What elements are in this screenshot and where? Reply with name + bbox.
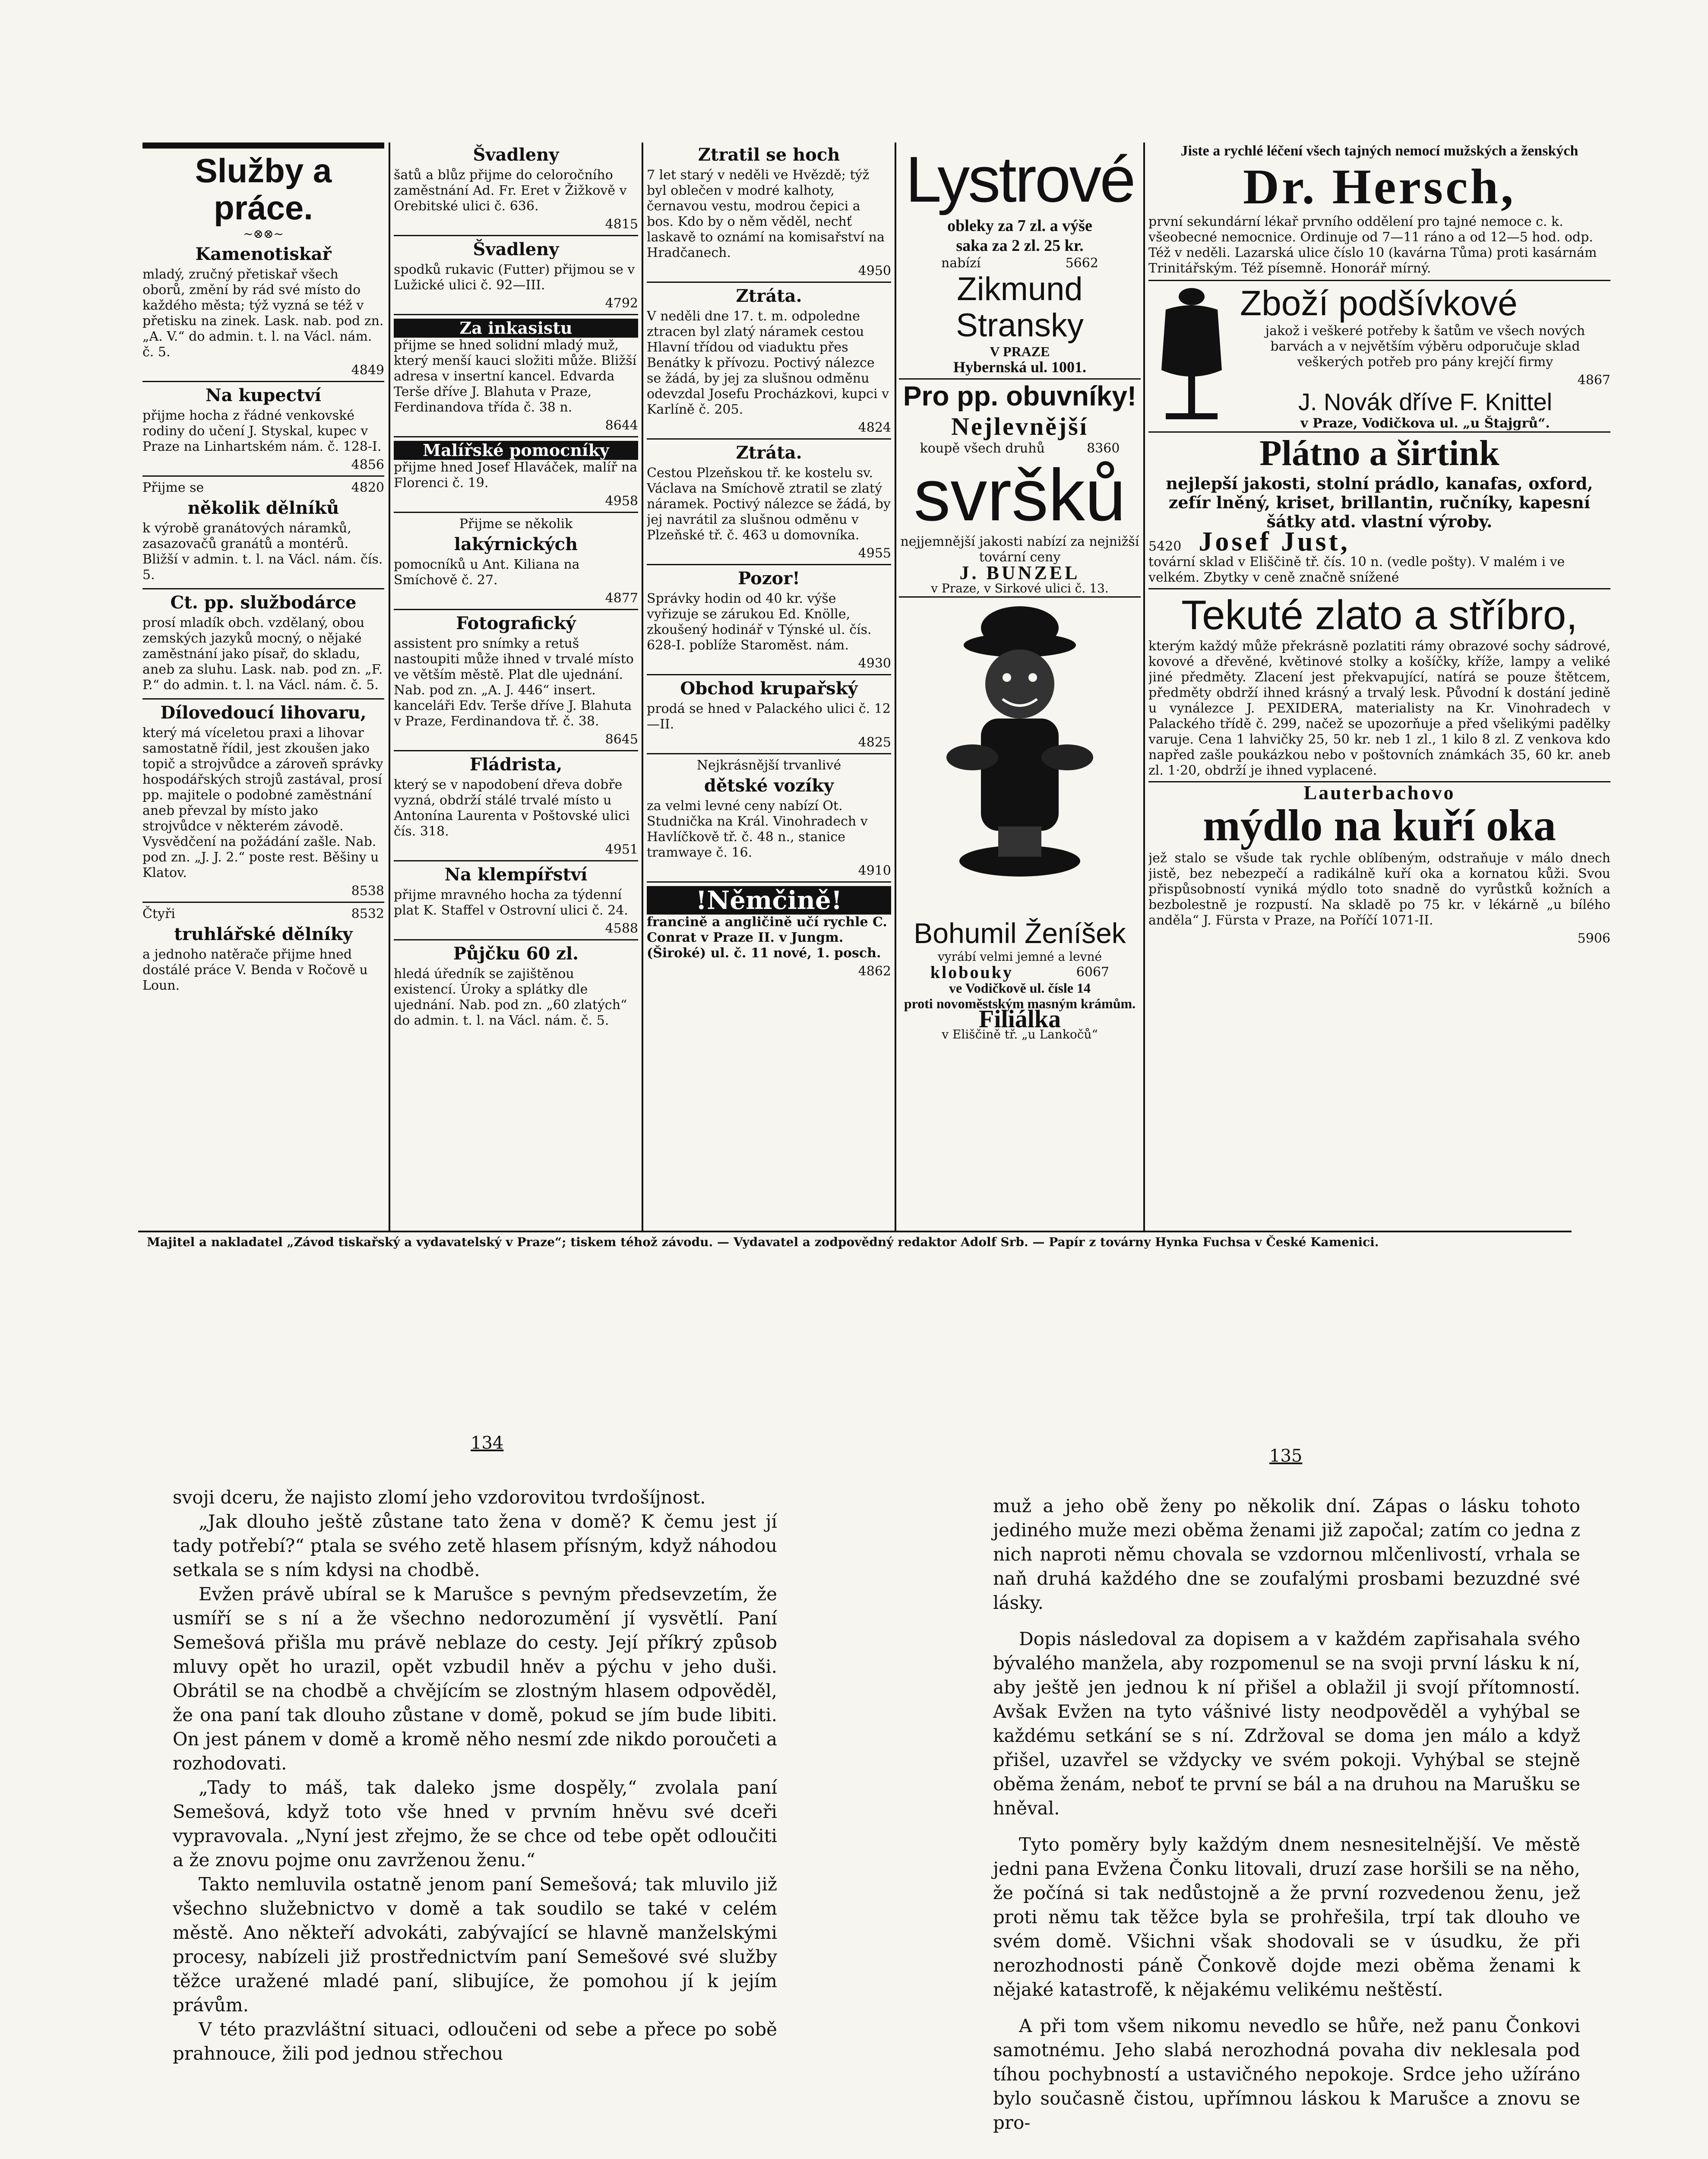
ad-sluzbodarce: Ct. pp. službodárce prosí mladík obch. vzdělaný, obou zemských jazyků mocný, o nějaké zaměstnání jako písař, do skladu, aneb za sluhu. Lask. nab. pod zn. „F. P.“ do admin. t. l. na Václ. nám. č. 5.: [142, 593, 384, 700]
ad-kupectvi: Na kupectví přijme hocha z řádné venkovské rodiny do učení J. Styskal, kupec v Praze na Linhartském nám. č. 128-I. 4856: [142, 386, 384, 477]
ornament: ~⊗⊗~: [243, 227, 284, 241]
column-2: [394, 142, 638, 1239]
ad-delniku: Přijme se 4820 několik dělníků k výrobě granátových náramků, zasazovačů granátů a montérů. Bližší v admin. t. l. na Václ. nám. čís. 5.: [142, 480, 384, 589]
head: [985, 649, 1054, 719]
ad-pozor: Pozor! Správky hodin od 40 kr. výše vyřizuje se zárukou Ed. Knölle, zkoušený hodinář v Týnské ul. čís. 628-I. poblíže Staroměst. nám. 4930: [647, 569, 891, 675]
ad-pujcka: Půjčku 60 zl. hledá úředník se zajištěnou existencí. Úroky a splátky dle ujednání. Nab. pod zn. „60 zlatých“ do admin. t. l. na Václ. nám. č. 5.: [394, 943, 627, 1028]
page-number-right: 135: [1269, 1446, 1303, 1466]
page-number-left: 134: [471, 1433, 504, 1453]
ad-kamenotiskar: Kamenotiskař mladý, zručný přetiskař všech oborů, změní by rád své místo do každého města; týž vyzná se též v přetisku na zinek. Lask. nab. pod zn. „A. V.“ do admin. t. l. na Václ. nám. č. 5. 4849: [142, 244, 384, 382]
gold-title: Tekuté zlato a stříbro,: [1181, 592, 1578, 638]
column-3: [647, 142, 891, 1239]
zenisek-name: Bohumil Ženíšek: [914, 917, 1126, 949]
column-4: Lystrové obleky za 7 zl. a výše saka za 2 zl. 25 kr. nabízí 5662 Zikmund Stransky V PRAZE Hybernská ul. 1001. Pro pp. obuvníky! Nejlevnější koupě všech druhů 8360 svršků nejjemnější jakosti nabízí za nejnižší tovární ceny J. BUNZEL v Praze, v Sirkové ulici č. 13. Bohumil Ženíšek vyrábí velmi jemné a levné klobouky 6067 ve Vodičkově ul. čísle 14 proti novoměstským masným krámům. Filiálka v Eliščině tř. „u Lankočů“: [899, 142, 1141, 1239]
ad-truhlari: Čtyři 8532 truhlářské dělníky a jednoho natěrače přijme hned dostálé práce V. Benda v Ročově u Loun.: [142, 906, 384, 993]
body: [981, 719, 1059, 831]
ad-malirske: Malířské pomocníky přijme hned Josef Hlaváček, malíř na Florenci č. 19. 4958: [394, 441, 638, 513]
ad-svadleny-2: Švadleny spodků rukavic (Futter) přijmou se v Lužické ulici č. 92—III. 4792: [394, 240, 638, 315]
form-neck: [1179, 288, 1205, 305]
ad-ztrata-2: Ztráta. Cestou Plzeňskou tř. ke kostelu sv. Václava na Smíchově ztratil se zlatý náramek. Poctivý nálezce se žádá, by jej navrátil za slušnou odměnu v Plzeňské tř. č. 463 u domovníka. 4955: [647, 443, 891, 565]
ad-nemcina: !Němčině! francině a angličině učí rychle C. Conrat v Praze II. v Jungm. (Široké) ul. č. 11 nové, 1. posch. 4862: [647, 886, 891, 979]
soap-title: mýdlo na kuří oka: [1203, 801, 1556, 850]
book-page-left: svoji dceru, že najisto zlomí jeho vzdorovitou tvrdošíjnost. „Jak dlouho ještě zůstane tato žena v domě? K čemu jest jí tady potřebí?“ ptala se svého zetě hlasem přísným, když náhodou setkala se s ním kdysi na chodbě. Evžen právě ubíral se k Marušce s pevným předsevzetím, že usmíří se s ní a že všechno nedorozumění jí vysvětlí. Paní Semešová přišla mu právě neblaze do cesty. Její příkrý způsob mluvy opět ho urazil, opět vzbudil hněv a pýchu v jeho duši. Obrátil se na chodbě a chvějícím se zlostným hlasem odpověděl, že ona paní tak dlouho zůstane v domě, pokud se jím bude libiti. On jest pánem v domě a kromě něho nesmí zde nikdo poroučeti a rozhodovati. „Tady to máš, tak daleko jsme dospěly,“ zvolala paní Semešová, když toto vše hned v prvním hněvu své dceři vypravovala. „Nyní jest zřejmo, že se chce od tebe opět odloučiti a že znovu pojme onu zavrženou ženu.“ Takto nemluvila ostatně jenom paní Semešová; tak mluvilo již všechno služebnictvo v domě a tak soudilo se také v celém městě. Ano někteří advokáti, zabývající se hlavně manželskými procesy, nabízeli již prostřednictvím paní Semešové své služby těžce uražené mladé paní, slibujíce, že pomohou jí k jejím právům. V této prazvláštní situaci, odloučeni od sebe a přece po sobě prahnouce, žili pod jednou střechou: [173, 1487, 777, 2064]
hat-boy-illustration: [942, 602, 1098, 913]
section-title: Služby a práce.: [195, 152, 332, 227]
ad-krupar: Obchod krupařský prodá se hned v Palackého ulici č. 12—II. 4825: [647, 679, 891, 754]
linen-title: Plátno a širtink: [1148, 431, 1610, 474]
book-page-right: muž a jeho obě ženy po několik dní. Zápas o lásku tohoto jediného muže mezi oběma ženami již započal; zatím co jedna z nich naproti němu chovala se vzdornou mlčenlivostí, vrhala se naň druhá každého dne se zoufalými prosbami bezuzdné své lásky. Dopis následoval za dopisem a v každém zapřisahala svého bývalého manžela, aby rozpomenul se na svoji první lásku k ní, aby ještě jen jednou k ní přišel a oblažil ji svojí přítomností. Avšak Evžen na tyto vášnivé listy neodpověděl a vyhýbal se každému setkání se s ní. Zdržoval se doma jen málo a když přišel, uzavřel se vždycky ve svém pokoji. Vyhýbal se stejně oběma ženám, neboť te první se bál a na druhou na Marušku se hněval. Tyto poměry byly každým dnem nesnesitelnější. Ve městě jedni pana Evžena Čonku litovali, druzí zase horšili se na něho, že počíná si tak nedůstojně a že první rozvedenou ženu, jež proti němu tak těžce byla se prohřešila, trpí tak dlouho ve svém domě. Všichni však shodovali se v úsudku, že při nerozhodnosti páně Čonkově dojde mezi oběma ženami k nějaké katastrofě, k nějakému velikému neštěstí. A při tom všem nikomu nevedlo se hůře, než panu Čonkovi samotnému. Jeho slabá nerozhodná povaha div neklesala pod tíhou pochybností a ustavičného nepokoje. Srdce jeho užíráno bylo současně čistou, upřímnou láskou k Marušce a znovu se pro-: [993, 1495, 1580, 2133]
dress-form-illustration: [1148, 284, 1235, 426]
ad-fotograficky: Fotografický assistent pro snímky a retuš nastoupiti může ihned v trvalé místo ve větším městě. Plat dle ujednání. Nab. pod zn. „A. J. 446“ insert. kanceláři Edv. Terše dříve J. Blahuta v Praze, Ferdinandova tř. č. 38. 8645: [394, 614, 638, 751]
ad-voziky: Nejkrásnější trvanlivé dětské vozíky za velmi levné ceny nabízí Ot. Studnička na Král. Vinohradech v Havlíčkově tř. č. 48 n., stanice tramwaye č. 16. 4910: [647, 758, 891, 883]
form-stand: [1188, 374, 1195, 413]
stransky-firm: Zikmund Stransky: [956, 271, 1084, 344]
ad-lihovar: Dílovedoucí lihovaru, který má víceletou praxi a lihovar samostatně řídil, jest zkoušen jako topič a strojvůdce a zároveň správky hospodářských strojů zastával, prosí pp. majitele o podobné zaměstnání aneb převzal by místo jako strojvůdce v některém závodě. Vysvědčení na požádání zašle. Nab. pod zn. „J. J. 2.“ poste rest. Běšiny u Klatov. 8538: [142, 703, 384, 903]
eye-right: [1028, 673, 1037, 682]
imprint-footer: Majitel a nakladatel „Závod tiskařský a vydavatelský v Praze“; tiskem téhož závodu. — Vydavatel a zodpovědný redaktor Adolf Srb. — Papír z továrny Hynka Fuchsa v České Kamenici.: [147, 1235, 1379, 1249]
column-rule: [1143, 142, 1145, 1231]
form-base: [1166, 413, 1218, 419]
column-rule: [895, 142, 896, 1231]
column-5: Jiste a rychlé léčení všech tajných nemocí mužských a ženských Dr. Hersch, první sekundární lékař prvního oddělení pro tajné nemoce c. k. všeobecné nemocnice. Ordinuje od 7—11 ráno a od 12—5 hod. odp. Též v neděli. Lazarská ulice číslo 10 (kavárna Tůma) proti kasárnám Trinitářským. Též písemně. Honorář mírný. Zboží podšívkové jakož i veškeré potřeby k šatům ve všech nových barvách a v největším výběru odporučuje sklad veškerých potřeb pro pány krejčí firmy 4867 J. Novák dříve F. Knittel v Praze, Vodičkova ul. „u Štajgrů“. Plátno a širtink nejlepší jakosti, stolní prádlo, kanafas, oxford, zefír lněný, kriset, brillantin, ručníky, kapesní šátky atd. vlastní výroby. 5420 Josef Just, tovární sklad v Eliščině tř. čís. 10 n. (vedle pošty). V malém i ve velkém. Zbytky v ceně značně snížené Tekuté zlato a stříbro, kterým každý může překrásně pozlatiti rámy obrazové sochy sádrové, kovové a dřevěné, květinové stolky a košíčky, kříže, lampy a veliké jiné předměty. Zlacení jest překvapující, natírá se pouze štětcem, předměty obdrží ihned krásný a trvalý lesk. Původní k dostání jedině u vynálezce J. PEXIDERA, materialisty na Kr. Vinohradech v Palackého třídě č. 299, načež se upozorňuje a před všelikými padělky varuje. Cena 1 lahvičky 25, 50 kr. neb 1 zl., 1 kilo 8 zl. Z venkova kdo napřed zašle poukázkou nebo v poštovních známkách 35, 60 kr. aneb zl. 1·20, obdrží je ihned vyplacené. Lauterbachovo mýdlo na kuří oka jež stalo se všude tak rychle oblíbeným, odstraňuje v málo dnech jistě, bez nebezpečí a radikálně kuří oka a kornatou kůži. Svou přispůsobností vyniká mýdlo toto snadně do vyrůstků kožních a bezbolestně je rozpustí. Na skladě po 75 kr. v lékárně „u bílého anděla“ J. Fürsta v Praze, na Poříčí 1071-II. 5906: [1148, 143, 1610, 946]
top-bar: [142, 142, 384, 149]
ad-inkasista: Za inkasistu přijme se hned solidní mladý muž, který menší kauci složiti může. Bližší adresa v insertní kancel. Edvarda Terše dříve J. Blahuta v Praze, Ferdinandova třída č. 38 n. 8644: [394, 319, 638, 437]
hersch-name: Dr. Hersch,: [1243, 159, 1516, 215]
lystrove-title: Lystrové: [905, 143, 1134, 215]
ad-svadleny-1: Švadleny šatů a blůz přijme do celoročního zaměstnání Ad. Fr. Eret v Žižkově v Orebitské ulici č. 636. 4815: [394, 145, 638, 236]
ad-ztratil-hoch: Ztratil se hoch 7 let starý v neděli ve Hvězdě; týž byl oblečen v modré kalhoty, černavou vestu, modrou čepici a bos. Kdo by o něm věděl, nechť laskavě to oznámí na komisařství na Hradčanech. 4950: [647, 145, 891, 283]
column-rule: [642, 142, 643, 1231]
ad-lakyrnicke: Přijme se několik lakýrnických pomocníků u Ant. Kiliana na Smíchově č. 27. 4877: [394, 516, 638, 610]
ad-klempirstvi: Na klempířství přijme mravného hocha za týdenní plat K. Staffel v Ostrovní ulici č. 24. 4588: [394, 865, 638, 940]
column-1: [142, 142, 384, 1239]
hat-right: [1041, 744, 1093, 770]
eye-left: [1003, 673, 1011, 682]
legs: [998, 826, 1041, 857]
column-rule: [389, 142, 390, 1231]
hat-left: [946, 744, 998, 770]
ad-ztrata-1: Ztráta. V neděli dne 17. t. m. odpoledne ztracen byl zlatý náramek cestou Hlavní třídou od viaduktu přes Benátky k přívozu. Poctivý nálezce se žádá, by jej za slušnou odměnu odevzdal Josefu Procházkovi, kupci v Karlíně č. 205. 4824: [647, 286, 891, 440]
lining-title: Zboží podšívkové: [1240, 284, 1518, 323]
form-body: [1161, 305, 1222, 377]
ad-fladrista: Fládrista, který se v napodobení dřeva dobře vyzná, obdrží stálé trvalé místo u Antonína Laurenta v Poštovské ulici čís. 318. 4951: [394, 755, 638, 861]
